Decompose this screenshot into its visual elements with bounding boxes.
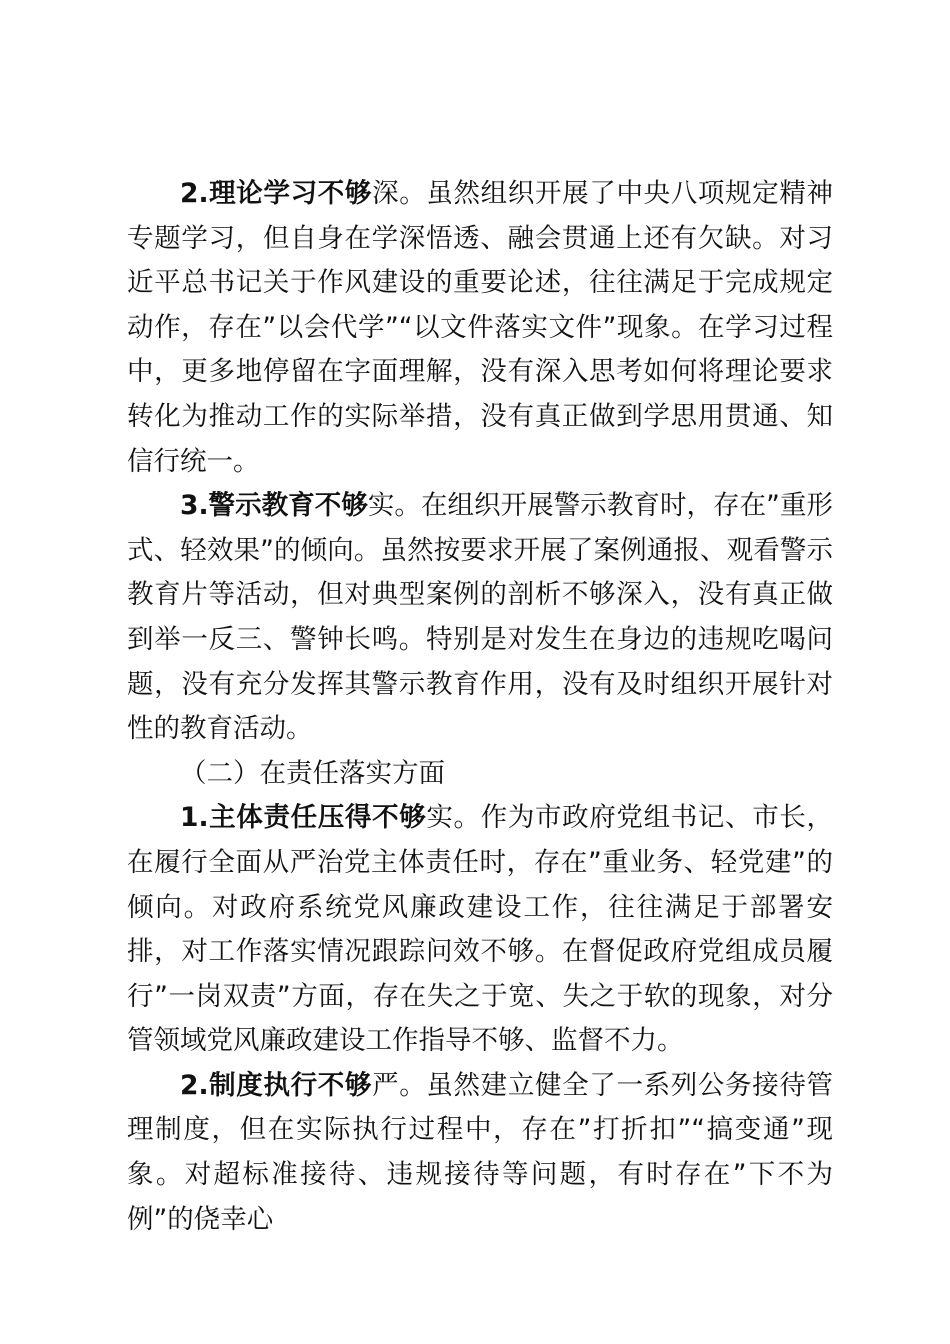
paragraph-heading: 2.制度执行不够 bbox=[180, 1069, 373, 1101]
paragraph-text: 实。作为市政府党组书记、市长，在履行全面从严治党主体责任时，存在”重业务、轻党建”的倾向。对政府系统党风廉政建设工作，往往满足于部署安排，对工作落实情况跟踪问效不够。在督促政府党组成员履行”一岗双责”方面，存在失之于宽、失之于软的现象，对分管领域党风廉政建设工作指导不够、监督不力。 bbox=[127, 802, 833, 1057]
paragraph-text: 深。虽然组织开展了中央八项规定精神专题学习，但自身在学深悟透、融会贯通上还有欠缺。对习近平总书记关于作风建设的重要论述，往往满足于完成规定动作，存在”以会代学”“以文件落实文件”现象。在学习过程中，更多地停留在字面理解，没有深入思考如何将理论要求转化为推动工作的实际举措，没有真正做到学思用贯通、知信行统一。 bbox=[127, 178, 834, 477]
paragraph-system-execution bbox=[127, 1064, 833, 1242]
paragraph-theory-study bbox=[127, 172, 833, 484]
document-body bbox=[127, 172, 833, 1242]
paragraph-heading: 3.警示教育不够 bbox=[180, 490, 368, 522]
paragraph-heading: 2.理论学习不够 bbox=[180, 178, 373, 209]
paragraph-text: 严。虽然建立健全了一系列公务接待管理制度，但在实际执行过程中，存在”打折扣”“搞变通”现象。对超标准接待、违规接待等问题，有时存在”下不为例”的侥幸心 bbox=[127, 1069, 834, 1235]
paragraph-warning-education bbox=[127, 484, 833, 752]
section-subheading: （二）在责任落实方面 bbox=[180, 757, 445, 789]
paragraph-heading: 1.主体责任压得不够 bbox=[180, 802, 427, 834]
paragraph-main-responsibility bbox=[127, 796, 833, 1064]
paragraph-text: 实。在组织开展警示教育时，存在”重形式、轻效果”的倾向。虽然按要求开展了案例通报、观看警示教育片等活动，但对典型案例的剖析不够深入，没有真正做到举一反三、警钟长鸣。特别是对发生在身边的违规吃喝问题，没有充分发挥其警示教育作用，没有及时组织开展针对性的教育活动。 bbox=[127, 490, 833, 745]
